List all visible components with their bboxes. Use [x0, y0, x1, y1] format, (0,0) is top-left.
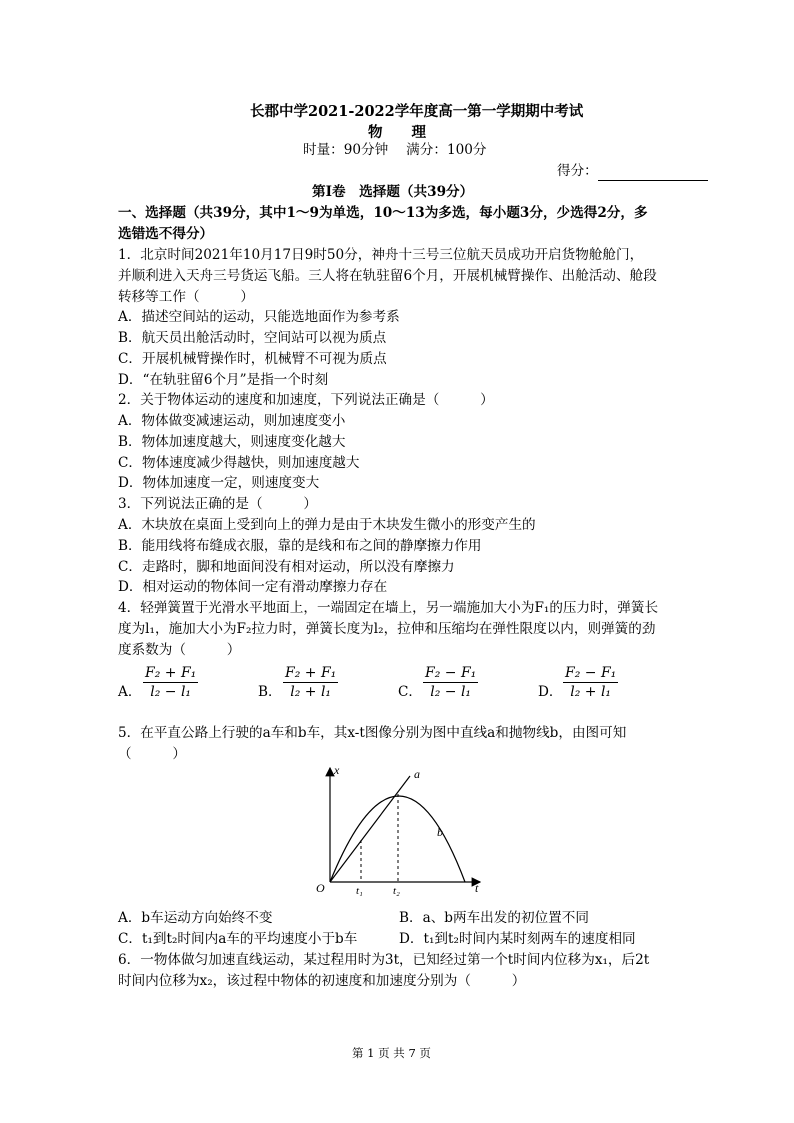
q4-option-d-fraction: [563, 665, 618, 700]
q4-option-b-label: B．: [258, 684, 282, 700]
exam-title: 长郡中学2021-2022学年度高一第一学期期中考试: [250, 103, 584, 120]
fraction-bar: [563, 682, 618, 683]
q5-stem-2: （ ）: [118, 746, 186, 762]
fraction-numerator: F₂ + F₁: [145, 665, 197, 681]
q3-stem: 3．下列说法正确的是（ ）: [118, 496, 317, 512]
q1-option-d: D．“在轨驻留6个月”是指一个时刻: [118, 372, 329, 388]
origin-label: O: [316, 881, 325, 895]
section-instruction-1: 一、选择题（共39分，其中1～9为单选，10～13为多选，每小题3分，少选得2分，多: [118, 205, 648, 221]
time-score: 时量：90分钟 满分：100分: [303, 142, 487, 158]
page-footer: 第 1 页 共 7 页: [352, 1046, 431, 1060]
section-instruction-2: 选错选不得分）: [118, 226, 214, 242]
q5-option-b: B．a、b两车出发的初位置不同: [399, 910, 589, 926]
q4-option-b-fraction: [283, 665, 338, 700]
q4-stem-1: 4．轻弹簧置于光滑水平地面上，一端固定在墙上，另一端施加大小为F₁的压力时，弹簧长: [118, 600, 659, 616]
q5-option-a: A．b车运动方向始终不变: [118, 910, 273, 926]
score-label: 得分：: [557, 163, 598, 179]
q5-stem-1: 5．在平直公路上行驶的a车和b车，其x-t图像分别为图中直线a和抛物线b，由图可知: [118, 725, 627, 741]
q4-option-a-fraction: [143, 665, 198, 700]
fraction-denominator: l₂ + l₁: [290, 684, 332, 700]
parabola-b-label: b: [437, 825, 443, 839]
y-axis-label: x: [334, 763, 340, 777]
subject-title: 物 理: [368, 124, 439, 141]
q1-stem-3: 转移等工作（ ）: [118, 289, 254, 305]
q4-option-c-fraction: [423, 665, 478, 700]
q1-option-c: C．开展机械臂操作时，机械臂不可视为质点: [118, 351, 387, 367]
q4-stem-2: 度为l₁，施加大小为F₂拉力时，弹簧长度为l₂，拉伸和压缩均在弹性限度以内，则弹簧的劲: [118, 621, 656, 637]
q2-option-c: C．物体速度减少得越快，则加速度越大: [118, 455, 360, 471]
q1-option-b: B．航天员出舱活动时，空间站可以视为质点: [118, 330, 387, 346]
q6-stem-2: 时间内位移为x₂，该过程中物体的初速度和加速度分别为（ ）: [118, 973, 526, 989]
q3-option-a: A．木块放在桌面上受到向上的弹力是由于木块发生微小的形变产生的: [118, 517, 536, 533]
q2-stem: 2．关于物体运动的速度和加速度，下列说法正确是（ ）: [118, 392, 494, 408]
line-a-label: a: [414, 767, 420, 781]
fraction-bar: [143, 682, 198, 683]
section-heading: 第Ⅰ卷 选择题（共39分）: [312, 184, 474, 200]
q1-stem-1: 1．北京时间2021年10月17日9时50分，神舟十三号三位航天员成功开启货物舱舱门，: [118, 247, 644, 263]
q2-option-d: D．物体加速度一定，则速度变大: [118, 475, 320, 491]
q3-option-d: D．相对运动的物体间一定有滑动摩擦力存在: [118, 579, 388, 595]
fraction-numerator: F₂ + F₁: [285, 665, 337, 681]
q1-stem-2: 并顺利进入天舟三号货运飞船。三人将在轨驻留6个月，开展机械臂操作、出舱活动、舱段: [118, 268, 657, 284]
xt-graph: [300, 760, 500, 896]
q5-option-d: D．t₁到t₂时间内某时刻两车的速度相同: [399, 931, 636, 947]
fraction-denominator: l₂ − l₁: [150, 684, 192, 700]
fraction-bar: [423, 682, 478, 683]
q6-stem-1: 6．一物体做匀加速直线运动，某过程用时为3t，已知经过第一个t时间内位移为x₁，后2t: [118, 952, 650, 968]
q4-option-c-label: C．: [398, 684, 422, 700]
score-blank[interactable]: [598, 167, 708, 181]
q3-option-c: C．走路时，脚和地面间没有相对运动，所以没有摩擦力: [118, 559, 455, 575]
q1-option-a: A．描述空间站的运动，只能选地面作为参考系: [118, 309, 400, 325]
x-axis-label: t: [475, 881, 479, 895]
q4-option-a-label: A．: [118, 684, 142, 700]
fraction-numerator: F₂ − F₁: [425, 665, 477, 681]
score-field: [557, 161, 708, 181]
q4-option-d-label: D．: [538, 684, 563, 700]
q4-stem-3: 度系数为（ ）: [118, 642, 241, 658]
q2-option-b: B．物体加速度越大，则速度变化越大: [118, 434, 346, 450]
q2-option-a: A．物体做变减速运动，则加速度变小: [118, 413, 346, 429]
q3-option-b: B．能用线将布缝成衣服，靠的是线和布之间的静摩擦力作用: [118, 538, 482, 554]
t1-label: t₁: [356, 885, 363, 896]
fraction-denominator: l₂ − l₁: [430, 684, 472, 700]
q5-option-c: C．t₁到t₂时间内a车的平均速度小于b车: [118, 931, 358, 947]
fraction-denominator: l₂ + l₁: [570, 684, 612, 700]
fraction-numerator: F₂ − F₁: [565, 665, 617, 681]
fraction-bar: [283, 682, 338, 683]
t2-label: t₂: [393, 885, 400, 896]
